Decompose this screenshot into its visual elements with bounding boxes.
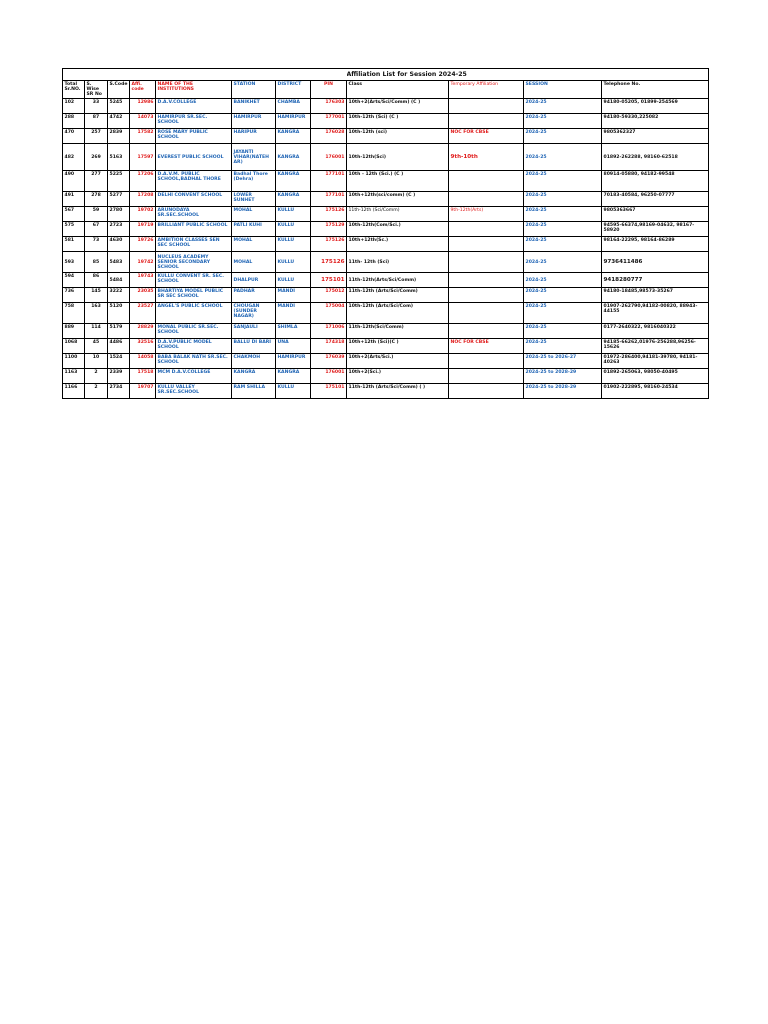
cell-name: MONAL PUBLIC SR.SEC. SCHOOL — [156, 324, 232, 339]
table-row — [63, 99, 709, 114]
cell-station: CHOUGAN (SUNDER NAGAR) — [232, 303, 276, 324]
cell-name: MCM D.A.V.COLLEGE — [156, 369, 232, 384]
cell-temp — [449, 237, 524, 252]
cell-station: CHAKMOH — [232, 354, 276, 369]
cell-sr: 1166 — [63, 384, 85, 399]
cell-sr: 575 — [63, 222, 85, 237]
cell-scode: 2780 — [108, 207, 130, 222]
cell-swise: 67 — [85, 222, 108, 237]
cell-pin: 177001 — [311, 114, 347, 129]
cell-session: 2024-25 to 2028-29 — [524, 384, 602, 399]
cell-sr: 1068 — [63, 339, 85, 354]
cell-pin: 175101 — [311, 384, 347, 399]
cell-district: HAMIRPUR — [276, 354, 311, 369]
cell-district: KANGRA — [276, 192, 311, 207]
header-row — [63, 81, 709, 99]
cell-cls: 10th+2(Arts/Sci/Comm) (C ) — [347, 99, 449, 114]
cell-phone: 94180-18485,98573-35267 — [602, 288, 709, 303]
cell-pin: 176001 — [311, 144, 347, 171]
cell-name: BHARTIYA MODEL PUBLIC SR SEC SCHOOL — [156, 288, 232, 303]
cell-district: UNA — [276, 339, 311, 354]
table-row — [63, 252, 709, 273]
cell-sr: 758 — [63, 303, 85, 324]
cell-session: 2024-25 to 2028-29 — [524, 369, 602, 384]
cell-temp — [449, 222, 524, 237]
cell-name: D.A.V.M. PUBLIC SCHOOL,BADHAL THORE — [156, 171, 232, 192]
cell-station: MOHAL — [232, 237, 276, 252]
table-row — [63, 192, 709, 207]
cell-aff: 19726 — [130, 237, 156, 252]
cell-phone: 01902-222895, 98160-24534 — [602, 384, 709, 399]
cell-aff: 17206 — [130, 171, 156, 192]
cell-swise: 85 — [85, 252, 108, 273]
cell-sr: 594 — [63, 273, 85, 288]
cell-pin: 175126 — [311, 237, 347, 252]
cell-sr: 581 — [63, 237, 85, 252]
cell-session: 2024-25 — [524, 252, 602, 273]
table-row — [63, 129, 709, 144]
cell-temp — [449, 288, 524, 303]
col-header-session: SESSION — [524, 81, 602, 99]
cell-station: SANJAULI — [232, 324, 276, 339]
cell-session: 2024-25 — [524, 114, 602, 129]
title-spacer — [63, 69, 347, 81]
cell-aff: 14058 — [130, 354, 156, 369]
cell-phone: 01972-286400,94181-39780, 94181-40263 — [602, 354, 709, 369]
cell-station: PADHAR — [232, 288, 276, 303]
cell-swise: 257 — [85, 129, 108, 144]
cell-aff: 12986 — [130, 99, 156, 114]
cell-station: LOWER SUNHET — [232, 192, 276, 207]
cell-cls: 11th-12th(Sci/Comm) — [347, 324, 449, 339]
cell-cls: 11th-12th(Arts/Sci/Comm) — [347, 273, 449, 288]
cell-temp — [449, 303, 524, 324]
cell-sr: 470 — [63, 129, 85, 144]
cell-sr: 889 — [63, 324, 85, 339]
cell-session: 2024-25 — [524, 339, 602, 354]
cell-cls: 10th+12th(Sc.) — [347, 237, 449, 252]
cell-sr: 288 — [63, 114, 85, 129]
cell-session: 2024-25 — [524, 237, 602, 252]
cell-aff: 32516 — [130, 339, 156, 354]
col-header-station: STATION — [232, 81, 276, 99]
cell-district: KANGRA — [276, 129, 311, 144]
cell-phone: 94595-66374,98169-04632, 98167-58920 — [602, 222, 709, 237]
cell-pin: 175012 — [311, 288, 347, 303]
cell-phone: 94185-66262,01976-256288,96256-15626 — [602, 339, 709, 354]
cell-sr: 593 — [63, 252, 85, 273]
cell-cls: 11th- 12th (Sci) — [347, 252, 449, 273]
cell-phone: 01892-265063, 98050-40495 — [602, 369, 709, 384]
cell-pin: 175101 — [311, 273, 347, 288]
cell-session: 2024-25 — [524, 273, 602, 288]
cell-scode: 3222 — [108, 288, 130, 303]
cell-sr: 1100 — [63, 354, 85, 369]
col-header-aff: Affi. code — [130, 81, 156, 99]
cell-temp — [449, 252, 524, 273]
cell-aff: 19707 — [130, 384, 156, 399]
cell-name: NUCLEUS ACADEMY SENIOR SECONDARY SCHOOL — [156, 252, 232, 273]
cell-station: BALLU DI BARI — [232, 339, 276, 354]
cell-swise: 73 — [85, 237, 108, 252]
cell-scode: 2734 — [108, 384, 130, 399]
col-header-class: Class — [347, 81, 449, 99]
table-row — [63, 288, 709, 303]
cell-name: D.A.V.COLLEGE — [156, 99, 232, 114]
table-row — [63, 144, 709, 171]
table-row — [63, 303, 709, 324]
cell-district: KULLU — [276, 222, 311, 237]
cell-name: EVEREST PUBLIC SCHOOL — [156, 144, 232, 171]
cell-phone: 9418280777 — [602, 273, 709, 288]
cell-station: MOHAL — [232, 252, 276, 273]
cell-station: KANGRA — [232, 369, 276, 384]
table-row — [63, 354, 709, 369]
cell-temp — [449, 171, 524, 192]
affiliation-table — [62, 68, 709, 399]
cell-swise: 145 — [85, 288, 108, 303]
cell-swise: 2 — [85, 384, 108, 399]
cell-phone: 9805363667 — [602, 207, 709, 222]
cell-session: 2024-25 — [524, 288, 602, 303]
cell-phone: 01892-262288, 98160-62518 — [602, 144, 709, 171]
cell-swise: 163 — [85, 303, 108, 324]
cell-phone: 0177-2640322, 9816040322 — [602, 324, 709, 339]
cell-temp: 9th-12th(Arts) — [449, 207, 524, 222]
cell-pin: 176039 — [311, 354, 347, 369]
cell-cls: 10th-12th (sci) — [347, 129, 449, 144]
cell-swise: 86 — [85, 273, 108, 288]
cell-swise: 278 — [85, 192, 108, 207]
cell-district: KULLU — [276, 237, 311, 252]
cell-name: ROSE MARY PUBLIC SCHOOL — [156, 129, 232, 144]
cell-name: DELHI CONVENT SCHOOL — [156, 192, 232, 207]
cell-scode: 5179 — [108, 324, 130, 339]
cell-temp: 9th-10th — [449, 144, 524, 171]
cell-session: 2024-25 — [524, 324, 602, 339]
cell-sr: 491 — [63, 192, 85, 207]
cell-scode: 4486 — [108, 339, 130, 354]
cell-swise: 33 — [85, 99, 108, 114]
cell-phone: 9736411486 — [602, 252, 709, 273]
cell-pin: 175126 — [311, 252, 347, 273]
cell-station: RAM SHILLA — [232, 384, 276, 399]
cell-temp: NOC FOR CBSE — [449, 339, 524, 354]
cell-temp — [449, 99, 524, 114]
cell-session: 2024-25 to 2026-27 — [524, 354, 602, 369]
cell-district: CHAMBA — [276, 99, 311, 114]
cell-scode: 5225 — [108, 171, 130, 192]
cell-scode: 5120 — [108, 303, 130, 324]
cell-pin: 176028 — [311, 129, 347, 144]
cell-station: PATLI KUHI — [232, 222, 276, 237]
table-row — [63, 237, 709, 252]
cell-session: 2024-25 — [524, 129, 602, 144]
cell-scode: 2339 — [108, 369, 130, 384]
col-header-phone: Telephone No. — [602, 81, 709, 99]
cell-station: DHALPUR — [232, 273, 276, 288]
cell-district: SHIMLA — [276, 324, 311, 339]
cell-swise: 87 — [85, 114, 108, 129]
cell-phone: 94180-59330,225082 — [602, 114, 709, 129]
cell-session: 2024-25 — [524, 192, 602, 207]
cell-session: 2024-25 — [524, 207, 602, 222]
col-header-district: DISTRICT — [276, 81, 311, 99]
cell-cls: 10th+12th (Sci)(C ) — [347, 339, 449, 354]
cell-scode: 2839 — [108, 129, 130, 144]
cell-aff: 17597 — [130, 144, 156, 171]
cell-cls: 10th-12th(Sci) — [347, 144, 449, 171]
cell-swise: 10 — [85, 354, 108, 369]
col-header-name: NAME OF THE INSTITUTIONS — [156, 81, 232, 99]
cell-station: JAYANTI VIHAR(NATEH AR) — [232, 144, 276, 171]
cell-pin: 177101 — [311, 192, 347, 207]
cell-name: ANGEL'S PUBLIC SCHOOL — [156, 303, 232, 324]
cell-temp — [449, 273, 524, 288]
affiliation-sheet — [62, 68, 708, 399]
cell-name: HAMIRPUR SR.SEC. SCHOOL — [156, 114, 232, 129]
cell-cls: 10th+12th(sci/comm) (C ) — [347, 192, 449, 207]
cell-name: AMBITION CLASSES SEN SEC SCHOOL — [156, 237, 232, 252]
table-row — [63, 369, 709, 384]
col-header-temp: Temporary Affiliation — [449, 81, 524, 99]
cell-swise: 114 — [85, 324, 108, 339]
cell-district: KULLU — [276, 273, 311, 288]
cell-cls: 10th-12th (Sci) (C ) — [347, 114, 449, 129]
cell-temp — [449, 369, 524, 384]
cell-sr: 490 — [63, 171, 85, 192]
col-header-sr: Total Sr.NO. — [63, 81, 85, 99]
cell-aff: 23035 — [130, 288, 156, 303]
table-row — [63, 114, 709, 129]
cell-aff: 14073 — [130, 114, 156, 129]
table-row — [63, 222, 709, 237]
cell-district: KANGRA — [276, 171, 311, 192]
table-title: Affiliation List for Session 2024-25 — [347, 69, 709, 81]
cell-swise: 45 — [85, 339, 108, 354]
cell-temp — [449, 324, 524, 339]
table-row — [63, 384, 709, 399]
cell-phone: 70183-40584, 96250-07777 — [602, 192, 709, 207]
cell-scode: 5484 — [108, 273, 130, 288]
cell-station: HARIPUR — [232, 129, 276, 144]
cell-district: MANDI — [276, 288, 311, 303]
cell-station: HAMIRPUR — [232, 114, 276, 129]
cell-sr: 567 — [63, 207, 85, 222]
cell-district: KANGRA — [276, 369, 311, 384]
cell-station: BANIKHET — [232, 99, 276, 114]
cell-aff: 23527 — [130, 303, 156, 324]
cell-district: KANGRA — [276, 144, 311, 171]
cell-station: Badhal Thore (Dehra) — [232, 171, 276, 192]
cell-scode: 4742 — [108, 114, 130, 129]
cell-name: BABA BALAK NATH SR.SEC. SCHOOL — [156, 354, 232, 369]
cell-sr: 736 — [63, 288, 85, 303]
cell-pin: 175129 — [311, 222, 347, 237]
cell-temp — [449, 384, 524, 399]
cell-swise: 277 — [85, 171, 108, 192]
cell-district: KULLU — [276, 384, 311, 399]
table-row — [63, 171, 709, 192]
cell-aff: 19742 — [130, 252, 156, 273]
cell-aff: 19743 — [130, 273, 156, 288]
cell-aff: 17518 — [130, 369, 156, 384]
cell-name: BRILLIANT PUBLIC SCHOOL — [156, 222, 232, 237]
cell-temp — [449, 192, 524, 207]
cell-station: MOHAL — [232, 207, 276, 222]
cell-pin: 175004 — [311, 303, 347, 324]
cell-session: 2024-25 — [524, 303, 602, 324]
table-row — [63, 207, 709, 222]
cell-scode: 4630 — [108, 237, 130, 252]
cell-scode: 5163 — [108, 144, 130, 171]
cell-cls: 10th-12th (Arts/Sci/Com) — [347, 303, 449, 324]
cell-aff: 17208 — [130, 192, 156, 207]
cell-swise: 59 — [85, 207, 108, 222]
cell-swise: 2 — [85, 369, 108, 384]
table-row — [63, 339, 709, 354]
cell-pin: 177101 — [311, 171, 347, 192]
cell-name: KULLU VALLEY SR.SEC.SCHOOL — [156, 384, 232, 399]
cell-aff: 19719 — [130, 222, 156, 237]
cell-district: HAMIRPUR — [276, 114, 311, 129]
cell-cls: 10th-12th(Com/Sci.) — [347, 222, 449, 237]
cell-district: MANDI — [276, 303, 311, 324]
cell-aff: 17582 — [130, 129, 156, 144]
cell-phone: 94180-05205, 01899-254569 — [602, 99, 709, 114]
cell-scode: 5245 — [108, 99, 130, 114]
cell-scode: 5483 — [108, 252, 130, 273]
cell-cls: 10th+2(Arts/Sci.) — [347, 354, 449, 369]
cell-session: 2024-25 — [524, 171, 602, 192]
cell-session: 2024-25 — [524, 222, 602, 237]
cell-aff: 19702 — [130, 207, 156, 222]
cell-phone: 9805362327 — [602, 129, 709, 144]
col-header-scode: S.Code — [108, 81, 130, 99]
cell-phone: 80914-05880, 94182-99548 — [602, 171, 709, 192]
cell-district: KULLU — [276, 207, 311, 222]
cell-cls: 10th+2(Sci.) — [347, 369, 449, 384]
cell-session: 2024-25 — [524, 144, 602, 171]
cell-phone: 01907-262790,94182-00820, 88943-44155 — [602, 303, 709, 324]
cell-cls: 10th - 12th (Sci.) (C ) — [347, 171, 449, 192]
cell-aff: 28829 — [130, 324, 156, 339]
cell-cls: 11th-12th (Arts/Sci/Comm) ( ) — [347, 384, 449, 399]
col-header-pin: PIN — [311, 81, 347, 99]
cell-temp — [449, 354, 524, 369]
cell-temp: NOC FOR CBSE — [449, 129, 524, 144]
cell-pin: 176001 — [311, 369, 347, 384]
cell-pin: 171006 — [311, 324, 347, 339]
table-row — [63, 273, 709, 288]
cell-scode: 2723 — [108, 222, 130, 237]
cell-sr: 1163 — [63, 369, 85, 384]
cell-temp — [449, 114, 524, 129]
cell-sr: 482 — [63, 144, 85, 171]
table-row — [63, 324, 709, 339]
cell-name: KULLU CONVENT SR. SEC. SCHOOL — [156, 273, 232, 288]
cell-pin: 174318 — [311, 339, 347, 354]
cell-district: KULLU — [276, 252, 311, 273]
cell-scode: 1524 — [108, 354, 130, 369]
cell-pin: 175126 — [311, 207, 347, 222]
cell-sr: 102 — [63, 99, 85, 114]
col-header-swise: S. Wise SR No — [85, 81, 108, 99]
cell-cls: 11th-12th (Arts/Sci/Comm) — [347, 288, 449, 303]
cell-name: D.A.V.PUBLIC MODEL SCHOOL — [156, 339, 232, 354]
cell-session: 2024-25 — [524, 99, 602, 114]
cell-phone: 98164-22295, 98164-86289 — [602, 237, 709, 252]
cell-name: ARUNODAYA SR.SEC.SCHOOL — [156, 207, 232, 222]
cell-pin: 176303 — [311, 99, 347, 114]
cell-swise: 269 — [85, 144, 108, 171]
cell-scode: 5277 — [108, 192, 130, 207]
cell-cls: 11th-12th (Sci/Comm) — [347, 207, 449, 222]
